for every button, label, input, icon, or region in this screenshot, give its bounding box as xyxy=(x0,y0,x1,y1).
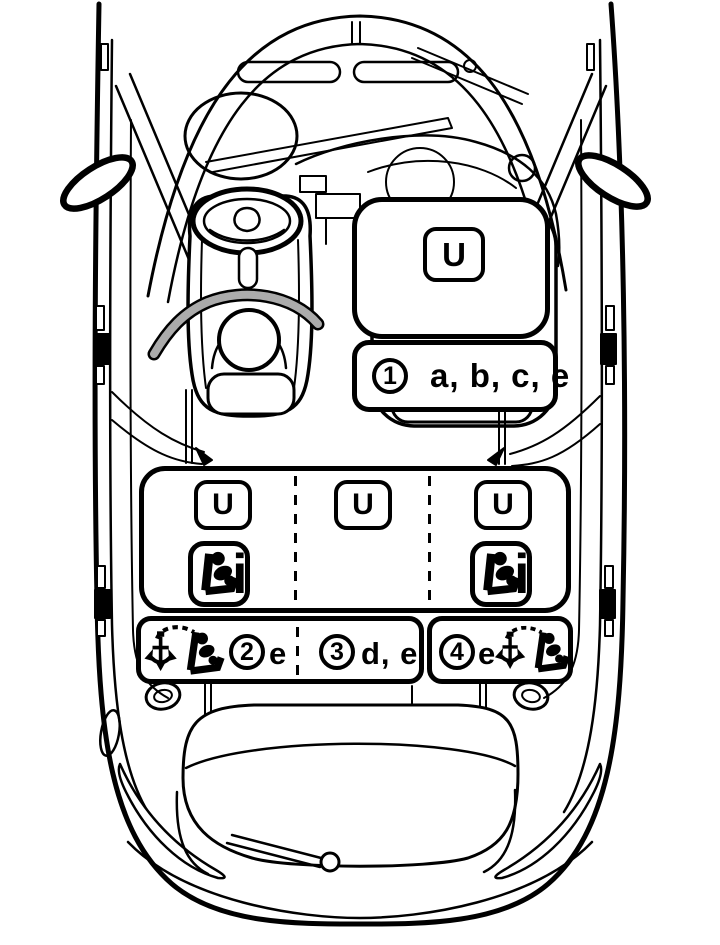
seat-divider-right xyxy=(428,476,431,613)
top-tether-anchor-icon xyxy=(143,625,227,681)
u-fitment-badge-rear-center xyxy=(334,480,392,530)
rear-window xyxy=(183,705,518,866)
top-tether-anchor-icon xyxy=(494,625,572,679)
isize-letter: i xyxy=(514,542,530,605)
u-fitment-badge-rear-right xyxy=(474,480,532,530)
position-number: 1 xyxy=(383,361,397,390)
position-number-circle xyxy=(229,634,265,670)
seat-codes: d, e xyxy=(361,636,419,671)
position-number-circle xyxy=(372,358,408,394)
seat-codes: e xyxy=(269,636,288,671)
fitment-code: U xyxy=(442,235,466,273)
u-fitment-badge-rear-left xyxy=(194,480,252,530)
front-passenger-fitment-box xyxy=(352,197,550,339)
position-number: 2 xyxy=(240,637,254,666)
seat-codes: a, b, c, e xyxy=(430,357,571,394)
fitment-code: U xyxy=(352,488,374,521)
position-number: 4 xyxy=(450,637,464,666)
position-number-circle xyxy=(439,634,475,670)
fitment-code: U xyxy=(492,488,514,521)
front-passenger-position-label xyxy=(352,340,571,412)
isize-letter: i xyxy=(232,542,248,605)
seat-codes: e xyxy=(478,636,497,671)
isize-icon-rear-right xyxy=(470,541,542,607)
rear-bench-fitment-panel xyxy=(139,466,571,613)
rear-position-label-right xyxy=(427,616,573,684)
u-fitment-badge xyxy=(423,227,485,282)
position-number: 3 xyxy=(330,637,344,666)
isize-icon-rear-left xyxy=(188,541,260,607)
seat-divider xyxy=(296,627,299,679)
seat-divider-left xyxy=(294,476,297,613)
position-number-circle xyxy=(319,634,355,670)
fitment-code: U xyxy=(212,488,234,521)
rear-position-labels-left-center xyxy=(136,616,424,684)
